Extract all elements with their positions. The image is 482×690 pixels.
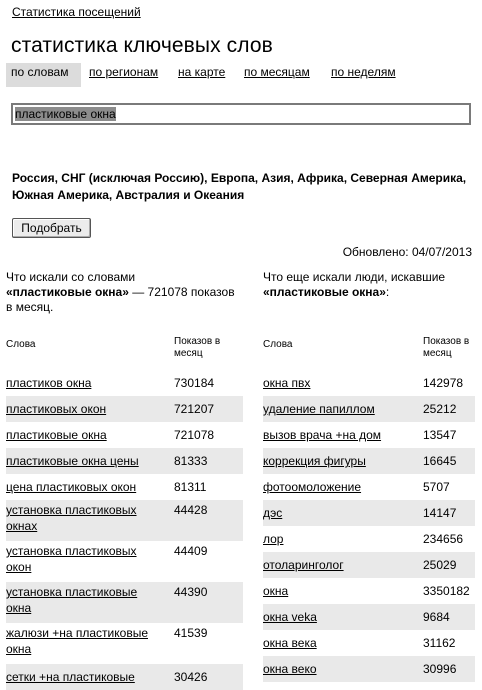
tab-by-words[interactable]: по словам — [6, 63, 81, 87]
breadcrumb-link[interactable]: Статистика посещений — [12, 5, 141, 19]
keyword-link[interactable]: установка пластиковых окнах — [6, 503, 137, 533]
tab-by-months[interactable]: по месяцам — [244, 65, 310, 79]
keyword-link[interactable]: окна пвх — [263, 376, 311, 390]
updated-date: Обновлено: 04/07/2013 — [342, 245, 472, 259]
keyword-link[interactable]: пластиковых окон — [6, 402, 107, 416]
left-caption-suffix: — 721078 показов в месяц. — [6, 285, 235, 314]
impressions-count: 721207 — [174, 402, 215, 416]
table-row — [263, 578, 475, 604]
keyword-link[interactable]: пластиковые окна цены — [6, 454, 139, 468]
impressions-count: 44428 — [174, 503, 208, 517]
related-words-column — [6, 270, 243, 684]
keyword-link[interactable]: установка пластиковые окна — [6, 585, 138, 615]
impressions-count: 13547 — [423, 428, 457, 442]
impressions-count: 730184 — [174, 376, 215, 390]
impressions-count: 41539 — [174, 626, 208, 640]
keyword-link[interactable]: окна veka — [263, 610, 317, 624]
right-table-body — [263, 370, 475, 682]
regions-list: Россия, СНГ (исключая Россию), Европа, Азия, Африка, Северная Америка, Южная Америка, Австралия и Океания — [12, 171, 467, 202]
impressions-count: 3350182 — [423, 584, 470, 598]
table-row — [6, 370, 243, 396]
table-row — [6, 500, 243, 541]
table-row — [6, 664, 243, 690]
keyword-link[interactable]: фотоомоложение — [263, 480, 362, 494]
impressions-count: 721078 — [174, 428, 215, 442]
keyword-link[interactable]: лор — [263, 532, 284, 546]
keyword-link[interactable]: удаление папиллом — [263, 402, 375, 416]
table-row — [6, 422, 243, 448]
impressions-count: 44409 — [174, 544, 208, 558]
table-row — [6, 541, 243, 582]
right-caption-prefix: Что еще искали люди, искавшие — [263, 270, 446, 284]
also-searched-column — [263, 270, 475, 676]
table-row — [263, 448, 475, 474]
left-caption — [6, 270, 243, 318]
impressions-count: 81311 — [174, 480, 207, 494]
keyword-link[interactable]: коррекция фигуры — [263, 454, 366, 468]
table-row — [263, 396, 475, 422]
keyword-link[interactable]: окна веко — [263, 662, 317, 676]
right-caption-query: «пластиковые окна» — [263, 285, 386, 299]
keyword-link[interactable]: отоларинголог — [263, 558, 344, 572]
right-col-words: Слова — [263, 339, 293, 350]
left-table-header — [6, 336, 243, 368]
keyword-link[interactable]: цена пластиковых окон — [6, 480, 137, 494]
impressions-count: 142978 — [423, 376, 464, 390]
keyword-link[interactable]: жалюзи +на пластиковые окна — [6, 626, 148, 656]
keyword-link[interactable]: окна — [263, 584, 289, 598]
table-row — [263, 630, 475, 656]
table-row — [6, 623, 243, 664]
impressions-count: 5707 — [423, 480, 450, 494]
impressions-count: 31162 — [423, 636, 456, 650]
table-row — [263, 552, 475, 578]
keyword-link[interactable]: пластиковые окна — [6, 428, 107, 442]
table-row — [263, 474, 475, 500]
impressions-count: 16645 — [423, 454, 457, 468]
table-row — [263, 370, 475, 396]
impressions-count: 44390 — [174, 585, 208, 599]
impressions-count: 25212 — [423, 402, 457, 416]
table-row — [6, 396, 243, 422]
table-row — [263, 604, 475, 630]
keyword-link[interactable]: вызов врача +на дом — [263, 428, 382, 442]
search-input[interactable] — [11, 103, 471, 125]
table-row — [6, 582, 243, 623]
impressions-count: 14147 — [423, 506, 457, 520]
impressions-count: 30996 — [423, 662, 457, 676]
page-title: статистика ключевых слов — [11, 34, 273, 57]
keyword-link[interactable]: дэс — [263, 506, 283, 520]
table-row — [6, 448, 243, 474]
keyword-link[interactable]: пластиков окна — [6, 376, 92, 390]
keyword-link[interactable]: окна века — [263, 636, 317, 650]
search-input-value: пластиковые окна — [15, 107, 116, 121]
left-caption-query: «пластиковые окна» — [6, 285, 129, 299]
impressions-count: 234656 — [423, 532, 464, 546]
table-row — [6, 474, 243, 500]
right-table-header — [263, 336, 475, 368]
left-table-body — [6, 370, 243, 690]
impressions-count: 9684 — [423, 610, 450, 624]
submit-button[interactable]: Подобрать — [12, 218, 91, 238]
table-row — [263, 422, 475, 448]
right-col-count: Показов в месяц — [423, 336, 470, 359]
right-caption — [263, 270, 475, 318]
left-col-count: Показов в месяц — [174, 336, 221, 359]
tab-on-map[interactable]: на карте — [178, 65, 226, 79]
table-row — [263, 526, 475, 552]
impressions-count: 30426 — [174, 670, 208, 684]
table-row — [263, 656, 475, 682]
keyword-link[interactable]: сетки +на пластиковые — [6, 670, 135, 684]
table-row — [263, 500, 475, 526]
left-col-words: Слова — [6, 339, 36, 350]
keyword-link[interactable]: установка пластиковых окон — [6, 544, 137, 574]
tab-by-regions[interactable]: по регионам — [89, 65, 159, 79]
tab-by-weeks[interactable]: по неделям — [331, 65, 396, 79]
impressions-count: 81333 — [174, 454, 208, 468]
right-caption-suffix: : — [385, 285, 390, 299]
impressions-count: 25029 — [423, 558, 457, 572]
left-caption-prefix: Что искали со словами — [6, 270, 136, 284]
